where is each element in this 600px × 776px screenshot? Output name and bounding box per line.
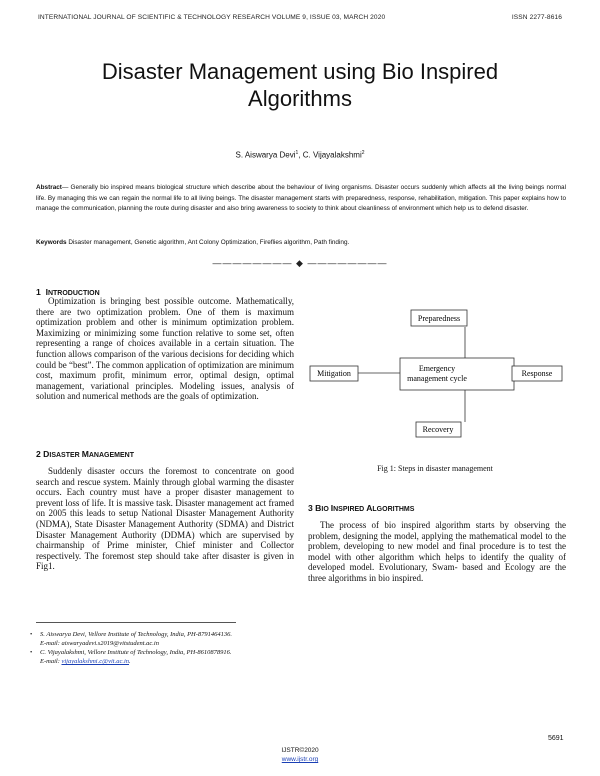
section-3-title-rest-2: NSPIRED [333,506,367,513]
footnote-2-line1: C. Vijayalakshmi, Vellore Institute of Technology, India, PH-8610878916. [40,649,232,656]
footnote-2-email-link[interactable]: vijayalakshmi.c@vit.ac.in [61,658,130,665]
keywords-text: Disaster management, Genetic algorithm, Ant Colony Optimization, Fireflies algorithm, Path finding. [66,239,350,246]
section-2-number: 2 [36,449,41,459]
footnote-2-bullet: • [30,649,33,656]
section-3-number: 3 [308,503,313,513]
section-3-heading [308,498,566,516]
node-center-label-line1: Emergency [418,364,456,373]
footnote-rule [36,622,236,623]
footnote-1-bullet: • [30,631,33,638]
section-3-title-rest: IO [321,506,331,513]
footer-url-link[interactable]: www.ijstr.org [281,756,319,763]
author-2-affiliation: 2 [361,150,365,156]
node-response-label: Response [521,369,553,378]
footnote-2-tail: . [129,658,131,665]
paper-title [40,58,560,112]
abstract-label: Abstract [36,184,62,191]
footnote-1-line1: S. Aiswarya Devi, Vellore Institute of Technology, India, PH-8791464136. [40,631,233,638]
keywords [36,238,566,248]
abstract [36,183,566,215]
title-line-2: Algorithms [248,86,352,111]
section-2-title-initial: D [43,449,50,459]
author-2: C. Vijayalakshmi [302,150,362,160]
section-2-title-rest: ISASTER [49,452,82,459]
section-2-title-rest-2: ANAGEMENT [88,452,134,459]
keywords-label: Keywords [36,239,67,246]
section-3-title-initial-3: A [366,503,373,513]
footer-url [0,756,600,763]
section-2-title-initial-2: M [81,449,89,459]
footer-org: IJSTR©2020 [281,747,319,754]
section-3-title-initial-2: I [330,503,334,513]
issn-label: ISSN 2277-8616 [511,14,562,21]
footnote-1-email: E-mail: aiswaryadevi.s2019@vitstudent.ac.in [40,640,159,647]
section-3-title-initial: B [315,503,322,513]
journal-header: INTERNATIONAL JOURNAL OF SCIENTIFIC & TECHNOLOGY RESEARCH VOLUME 9, ISSUE 03, MARCH 2020 [38,14,386,21]
author-separator: , [298,150,303,160]
node-preparedness-label: Preparedness [417,314,461,323]
section-3-paragraph: The process of bio inspired algorithm starts by observing the problem, designing the model, applying the mathematical model to the problem, developing to new model and final procedure is to test the model with other algorithm which helps to identify the quality of developed model. Evolutionary, Swam- based and Ecology are the three algorithms in bio inspired. [308,520,566,583]
section-3-title-rest-3: LGORITHMS [372,506,415,513]
section-3-body [308,520,566,584]
section-2-heading [36,444,294,462]
node-recovery-label: Recovery [422,425,454,434]
section-1-title-rest: NTRODUCTION [47,290,100,297]
author-1: S. Aiswarya Devi [235,150,296,160]
section-1-number: 1 [36,287,41,297]
footnote-2 [30,648,300,666]
disaster-management-cycle-figure [300,300,570,450]
abstract-text: Generally bio inspired means biological structure which describe about the behaviour of living organisms. Disaster occurs suddenly which affects all the living beings normal life. By managing this we can regain the normal life to all living beings. The disaster management starts with preparedness, response, rehabilitation, mitigation. This paper explains how to manage the communication, planning the route during disaster and also bring awareness to society to think about cleanliness of environment which help us to defend disaster. [36,184,566,213]
section-1-title-initial: I [45,287,48,297]
footnote-1 [30,630,300,648]
title-line-1: Disaster Management using Bio Inspired [101,59,499,84]
abstract-dash: — [61,184,71,191]
section-2-paragraph: Suddenly disaster occurs the foremost to concentrate on good search and rescue system. Mainly through global warming the disaster occurs. Each country must have a proper disaster management to prevent loss of life. It is massive task. Disaster management act framed on 2005 this leads to setup National Disaster Management Authority (NDMA), State Disaster Management Authority (SDMA) and District Disaster Management Authority (DDMA) which are supervised by chairmanship of Prime minister, Chief minister and Collector respectively. The foremost step should take after disaster is given in Fig1. [36,466,294,572]
author-1-affiliation: 1 [295,150,299,156]
author-list [40,150,560,160]
footnote-2-email-label: E-mail: [40,658,62,665]
figure-caption: Fig 1: Steps in disaster management [377,464,493,473]
section-1-paragraph: Optimization is bringing best possible outcome. Mathematically, there are two optimization problem. One of them is maximum optimization problem and other is minimum optimization problem. Maximizing or minimizing some function relative to some set, often representing a range of choices available in a certain situation. The function allows comparison of the various decisions for deciding which could be “best”. The common application of optimization are minimum cost, maximum profit, minimum error, optimal design, optimal management, variational principles. Modeling issues, analysis of solution and numerical methods are the goals of optimization. [36,296,294,402]
section-2-body [36,466,294,572]
node-center-label-line2: management cycle [407,374,467,383]
section-divider: ———————— ◆ ———————— [212,258,388,268]
section-1-body [36,296,294,402]
page-number: 5691 [548,735,564,742]
node-mitigation-label: Mitigation [317,369,351,378]
